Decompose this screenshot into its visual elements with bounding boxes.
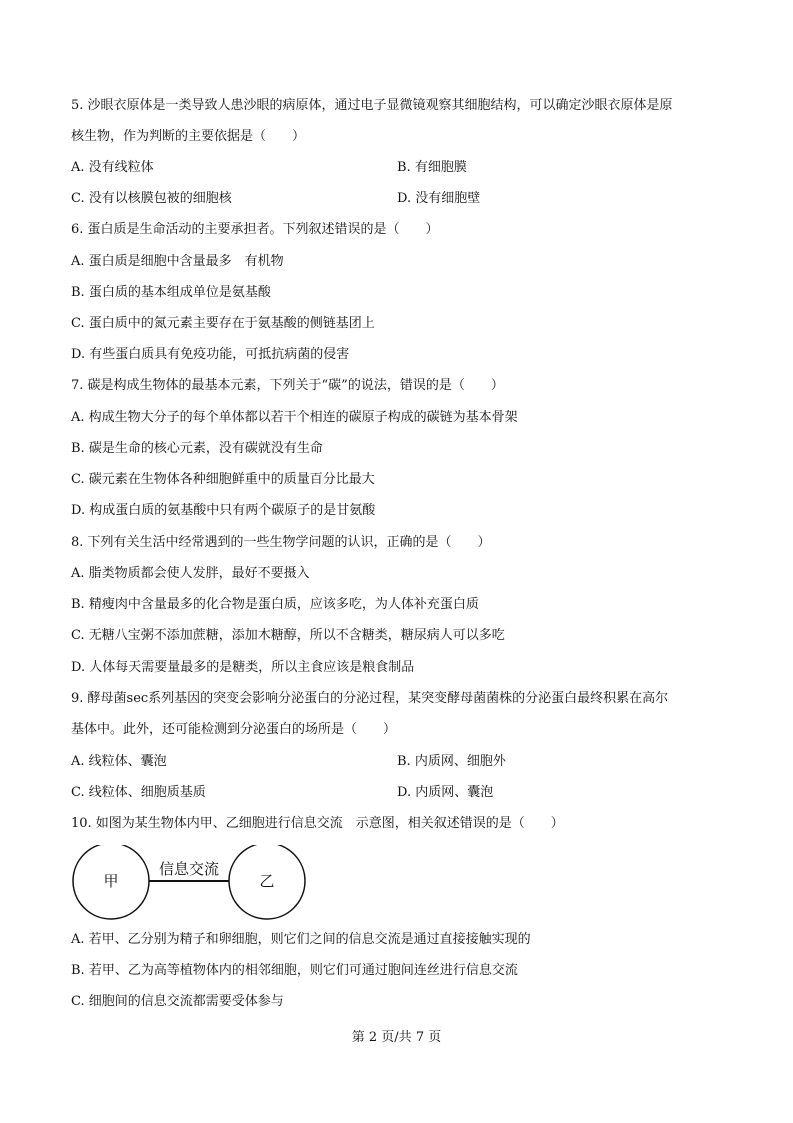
link-label: 信息交流: [158, 860, 220, 878]
q9-stem-line1: 9. 酵母菌sec系列基因的突变会影响分泌蛋白的分泌过程，某突变酵母菌菌株的分泌蛋白最终积累在高尔: [71, 691, 669, 706]
q6-option-c: C. 蛋白质中的氮元素主要存在于氨基酸的侧链基团上: [71, 316, 375, 331]
q9-option-a: A. 线粒体、囊泡: [71, 754, 167, 769]
cell-communication-diagram: [71, 845, 311, 921]
q7-stem: 7. 碳是构成生物体的最基本元素，下列关于“碳”的说法，错误的是（ ）: [71, 378, 504, 393]
q6-option-b: B. 蛋白质的基本组成单位是氨基酸: [71, 285, 271, 300]
q10-option-a: A. 若甲、乙分别为精子和卵细胞，则它们之间的信息交流是通过直接接触实现的: [71, 932, 531, 947]
q7-option-a: A. 构成生物大分子的每个单体都以若干个相连的碳原子构成的碳链为基本骨架: [71, 410, 518, 425]
q9-option-c: C. 线粒体、细胞质基质: [71, 785, 206, 800]
q9-stem-line2: 基体中。此外，还可能检测到分泌蛋白的场所是（ ）: [71, 722, 397, 737]
q8-option-c: C. 无糖八宝粥不添加蔗糖，添加木糖醇，所以不含糖类，糖尿病人可以多吃: [71, 628, 505, 643]
q10-stem: 10. 如图为某生物体内甲、乙细胞进行信息交流 示意图，相关叙述错误的是（ ）: [71, 816, 564, 831]
cell-jia-label: 甲: [103, 872, 119, 890]
q5-stem-line1: 5. 沙眼衣原体是一类导致人患沙眼的病原体，通过电子显微镜观察其细胞结构，可以确定沙眼衣原体是原: [71, 98, 673, 113]
cell-yi-label: 乙: [259, 872, 275, 890]
q5-option-a: A. 没有线粒体: [71, 160, 154, 175]
q5-option-c: C. 没有以核膜包被的细胞核: [71, 191, 232, 206]
q10-option-c: C. 细胞间的信息交流都需要受体参与: [71, 994, 284, 1009]
q7-option-c: C. 碳元素在生物体各种细胞鲜重中的质量百分比最大: [71, 472, 375, 487]
q8-option-b: B. 精瘦肉中含量最多的化合物是蛋白质，应该多吃，为人体补充蛋白质: [71, 597, 479, 612]
q7-option-d: D. 构成蛋白质的氨基酸中只有两个碳原子的是甘氨酸: [71, 503, 376, 518]
q8-option-a: A. 脂类物质都会使人发胖，最好不要摄入: [71, 566, 310, 581]
q5-option-b: B. 有细胞膜: [397, 160, 467, 175]
q9-option-d: D. 内质网、囊泡: [397, 785, 494, 800]
q9-option-b: B. 内质网、细胞外: [397, 754, 506, 769]
q8-option-d: D. 人体每天需要量最多的是糖类，所以主食应该是粮食制品: [71, 660, 415, 675]
q5-option-d: D. 没有细胞壁: [397, 191, 481, 206]
q6-stem: 6. 蛋白质是生命活动的主要承担者。下列叙述错误的是（ ）: [71, 222, 439, 237]
q10-option-b: B. 若甲、乙为高等植物体内的相邻细胞，则它们可通过胞间连丝进行信息交流: [71, 963, 518, 978]
q6-option-a: A. 蛋白质是细胞中含量最多 有机物: [71, 254, 284, 269]
q6-option-d: D. 有些蛋白质具有免疫功能，可抵抗病菌的侵害: [71, 347, 350, 362]
q5-stem-line2: 核生物，作为判断的主要依据是（ ）: [71, 129, 306, 144]
q7-option-b: B. 碳是生命的核心元素，没有碳就没有生命: [71, 441, 323, 456]
page-footer: 第 2 页/共 7 页: [351, 1030, 442, 1045]
q8-stem: 8. 下列有关生活中经常遇到的一些生物学问题的认识，正确的是（ ）: [71, 535, 491, 550]
diagram-svg: [71, 845, 311, 921]
